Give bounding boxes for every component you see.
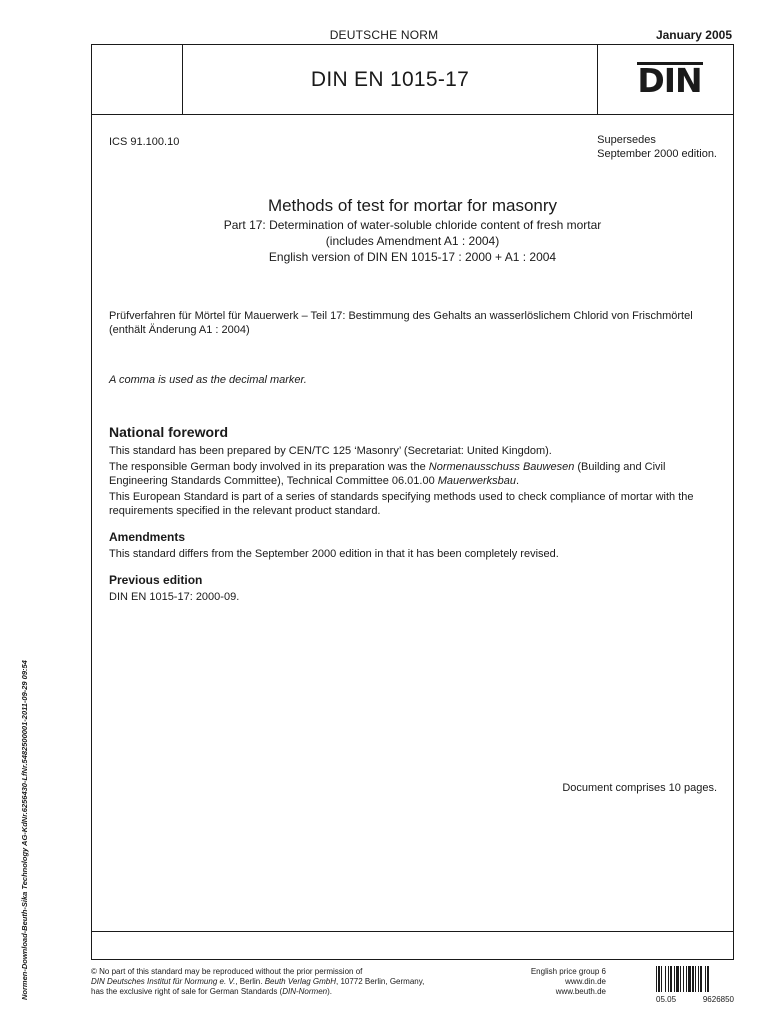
barcode-bar xyxy=(676,966,679,992)
barcode-bar xyxy=(692,966,694,992)
committee-name: Normenausschuss Bauwesen xyxy=(428,461,575,473)
barcode-bar xyxy=(658,966,660,992)
barcode-bar xyxy=(668,966,669,992)
foreword-paragraph-3: This European Standard is part of a series of standards specifying methods used to check compliance of mortar with the requirements specified in the relevant product standard. xyxy=(109,491,694,517)
header-cell-empty xyxy=(92,45,183,114)
main-title: Methods of test for mortar for masonry xyxy=(267,196,558,215)
copyright-line-1: © No part of this standard may be reproduced without the prior permission of xyxy=(91,967,363,976)
norm-label: DEUTSCHE NORM xyxy=(329,28,439,42)
frame-divider xyxy=(92,931,733,932)
barcode-bar xyxy=(661,966,662,992)
copyright-line-2 xyxy=(91,977,491,987)
foreword-p2-end: . xyxy=(516,475,520,487)
decimal-marker-note: A comma is used as the decimal marker. xyxy=(109,374,307,386)
barcode-bar xyxy=(698,966,699,992)
document-number: DIN EN 1015-17 xyxy=(310,67,470,91)
foreword-paragraph-1: This standard has been prepared by CEN/TC 125 ‘Masonry’ (Secretariat: United Kingdom). xyxy=(109,445,552,457)
foreword-p2-text-2: (Building and Civil Engineering Standards Committee), Technical Committee 06.01.00 xyxy=(109,461,666,487)
previous-edition-heading: Previous edition xyxy=(109,573,203,587)
barcode-bar xyxy=(670,966,672,992)
page-count-note: Document comprises 10 pages. xyxy=(562,782,717,794)
barcode-block xyxy=(656,966,734,1004)
copyright-line-2-end: , 10772 Berlin, Germany, xyxy=(336,977,425,986)
foreword-p2-text: The responsible German body involved in its preparation was the xyxy=(109,461,429,473)
barcode-date: 05.05 xyxy=(656,995,677,1004)
supersedes-note xyxy=(597,133,717,161)
supersedes-line-2: September 2000 edition. xyxy=(597,148,717,160)
german-title: Prüfverfahren für Mörtel für Mauerwerk – Teil 17: Bestimmung des Gehalts an wasserlöslichem Chlorid von Frischmörtel (enthält Änderung A1 : 2004) xyxy=(109,310,693,336)
barcode-bar xyxy=(665,966,666,992)
barcode-bar xyxy=(705,966,706,992)
din-institute-name: DIN Deutsches Institut für Normung e. V. xyxy=(91,977,236,986)
copyright-line-3-end: ). xyxy=(327,987,332,996)
header-cell-title xyxy=(183,45,598,114)
beuth-name: Beuth Verlag GmbH xyxy=(264,977,336,986)
copyright-notice xyxy=(91,967,491,997)
ics-code: ICS 91.100.10 xyxy=(109,136,180,148)
barcode-bar xyxy=(683,966,684,992)
document-frame xyxy=(91,44,734,960)
copyright-line-2-mid: , Berlin. xyxy=(235,977,265,986)
din-logo xyxy=(637,62,703,98)
publication-date: January 2005 xyxy=(655,28,732,42)
barcode-number: 9626850 xyxy=(702,995,734,1004)
download-watermark: Normen-Download-Beuth-Sika Technology AG-KdNr.6256430-LfNr.5482500001-2011-09-29 09:54 xyxy=(20,660,29,1000)
previous-edition-text: DIN EN 1015-17: 2000-09. xyxy=(109,591,240,603)
din-normen-term: DIN-Normen xyxy=(282,987,328,996)
din-logo-text: DIN xyxy=(637,60,702,100)
copyright-line-3 xyxy=(91,987,491,997)
barcode-bar xyxy=(695,966,696,992)
technical-committee-name: Mauerwerksbau xyxy=(437,475,517,487)
din-url[interactable]: www.din.de xyxy=(565,977,606,986)
price-info xyxy=(531,967,606,997)
header-cell-logo xyxy=(598,45,733,114)
beuth-url[interactable]: www.beuth.de xyxy=(555,987,606,996)
subtitle-part: Part 17: Determination of water-soluble chloride content of fresh mortar xyxy=(223,218,602,232)
barcode-icon xyxy=(656,966,734,992)
barcode-bar xyxy=(707,966,709,992)
barcode-bar xyxy=(688,966,691,992)
subtitle-amendment: (includes Amendment A1 : 2004) xyxy=(325,234,500,248)
header-row xyxy=(92,45,733,115)
foreword-heading: National foreword xyxy=(109,424,229,440)
price-group: English price group 6 xyxy=(530,967,606,976)
barcode-bar xyxy=(656,966,657,992)
barcode-bar xyxy=(674,966,675,992)
barcode-bar xyxy=(686,966,687,992)
national-foreword xyxy=(109,423,719,606)
amendments-text: This standard differs from the September 2000 edition in that it has been completely revised. xyxy=(109,548,559,560)
title-block xyxy=(92,195,733,265)
copyright-line-3-text: has the exclusive right of sale for German Standards ( xyxy=(91,987,283,996)
supersedes-line-1: Supersedes xyxy=(597,134,656,146)
barcode-bar xyxy=(680,966,681,992)
amendments-heading: Amendments xyxy=(109,530,186,544)
subtitle-english-version: English version of DIN EN 1015-17 : 2000 + A1 : 2004 xyxy=(268,250,557,264)
barcode-bar xyxy=(700,966,702,992)
foreword-paragraph-2 xyxy=(109,460,719,488)
